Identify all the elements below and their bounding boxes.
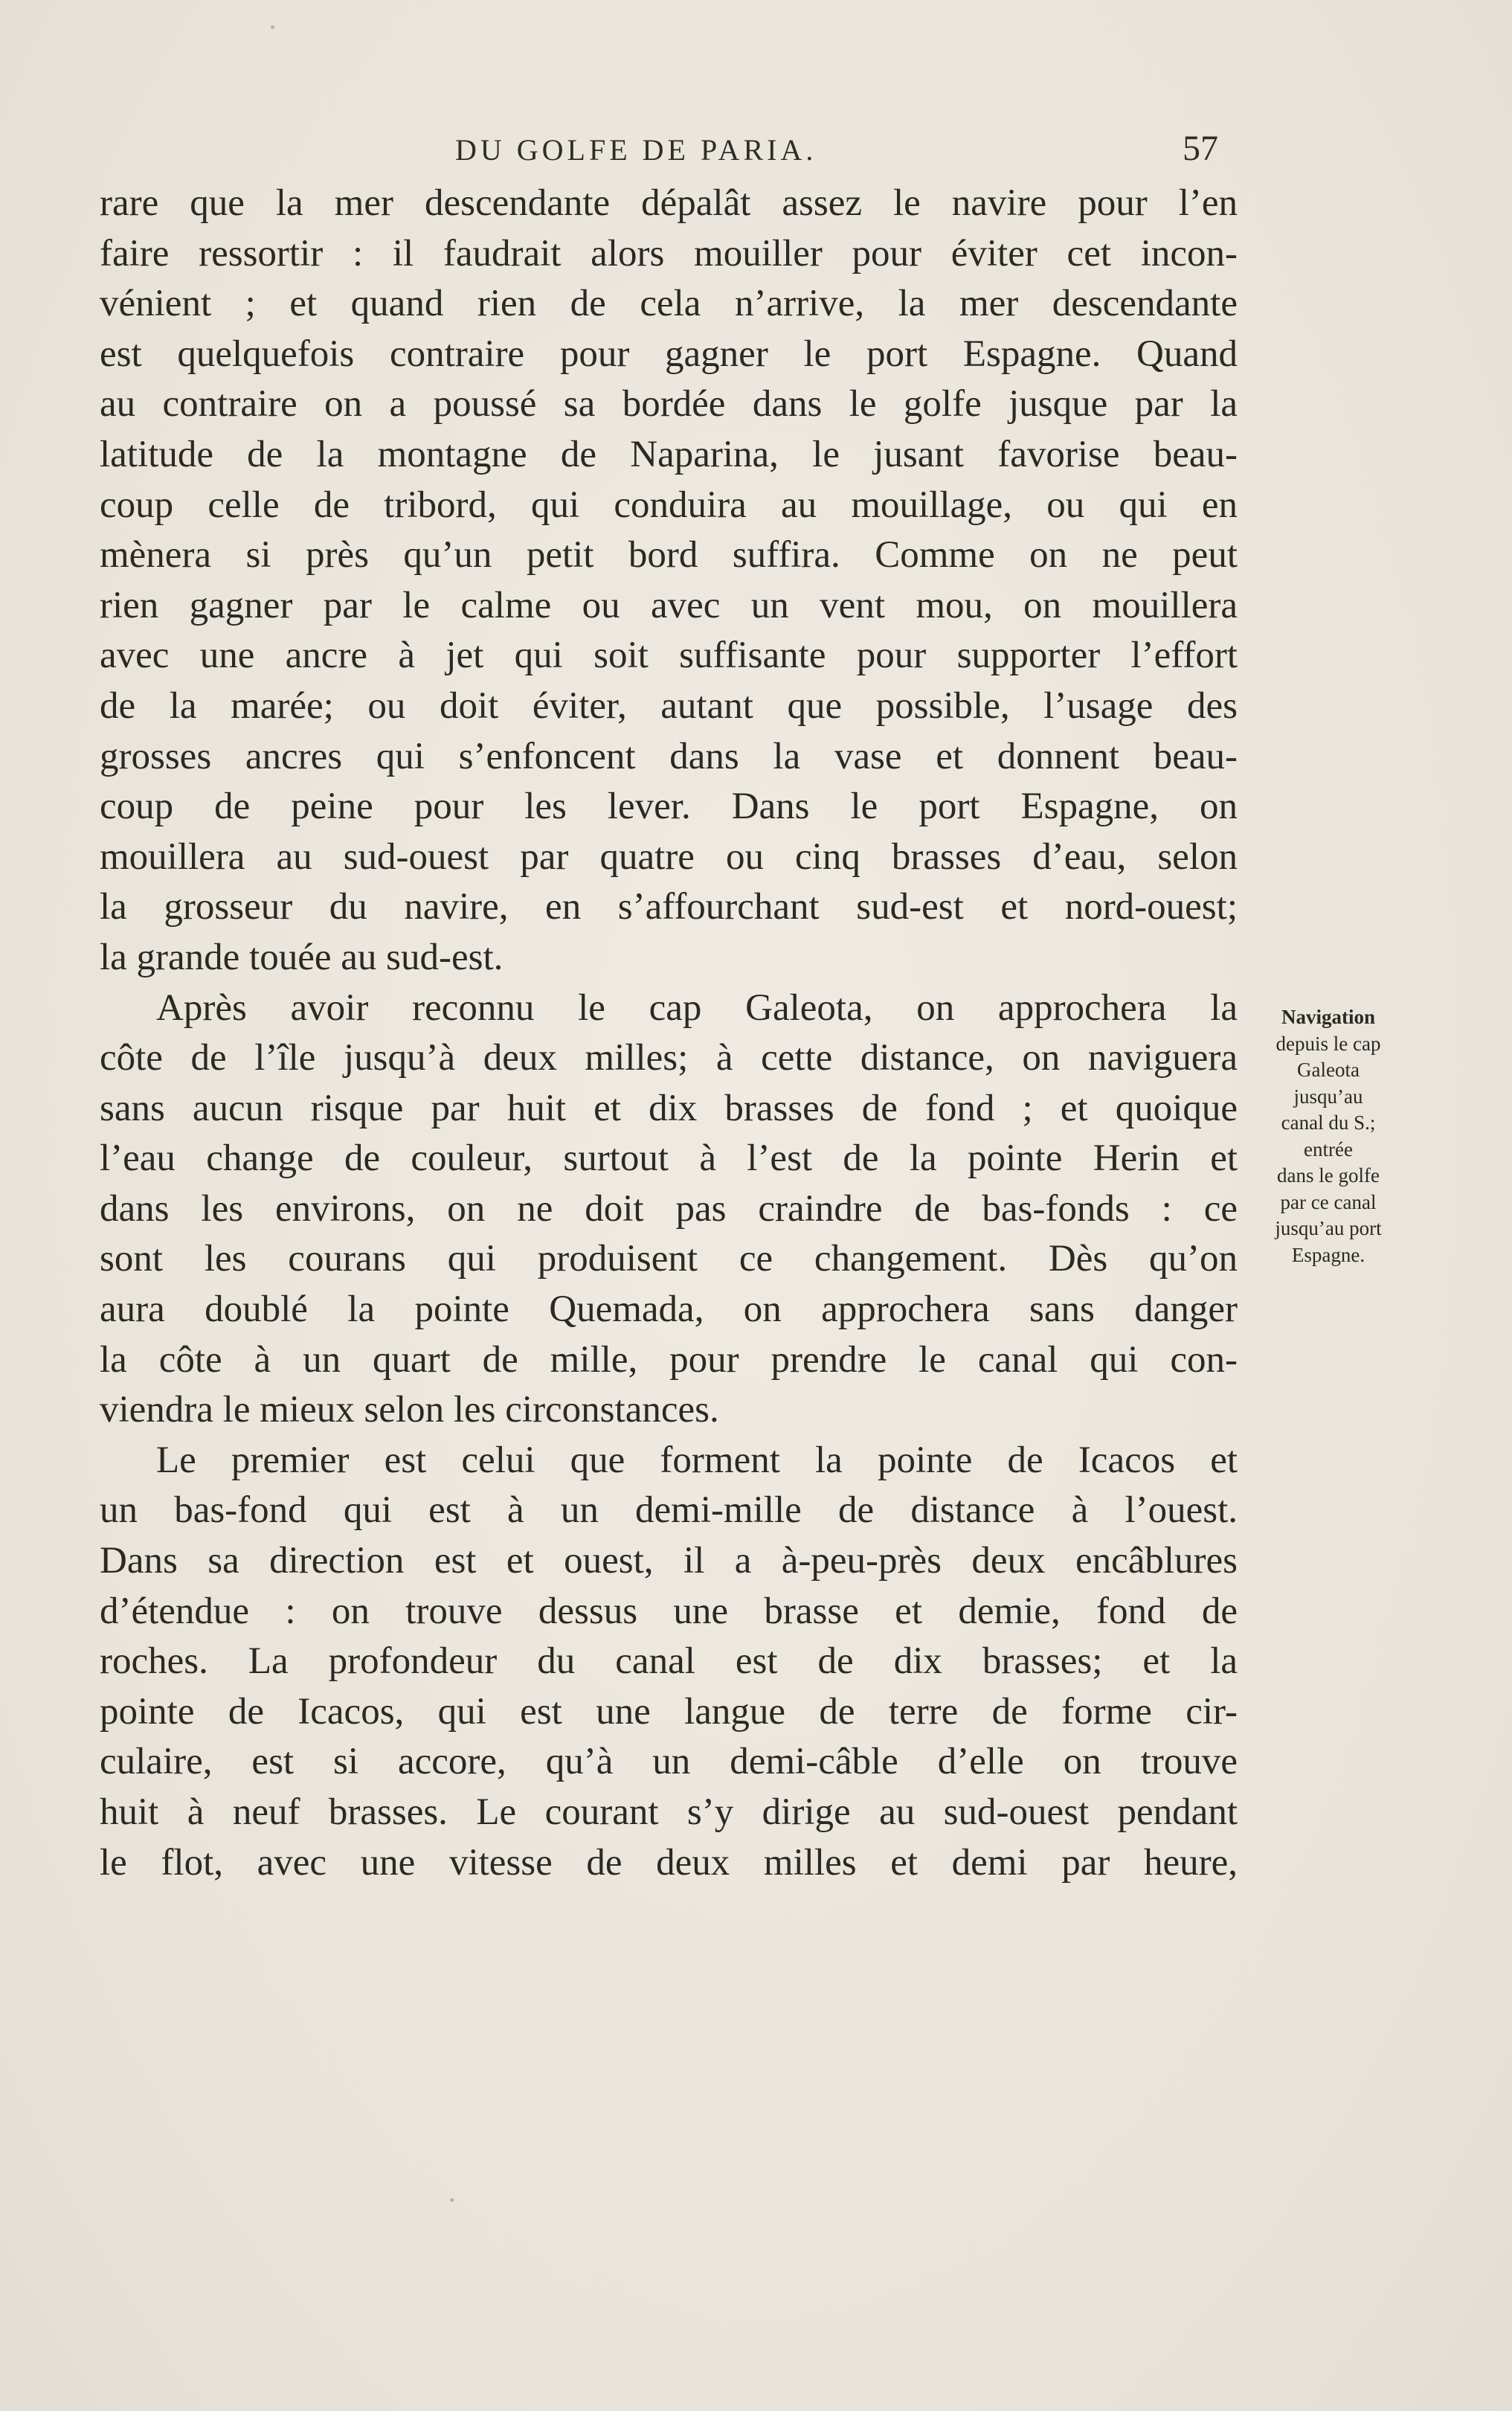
marginal-note-line: par ce canal (1280, 1190, 1377, 1213)
text-line: côte de l’île jusqu’à deux milles; à cette distance, on naviguera (100, 1037, 1238, 1079)
text-line: pointe de Icacos, qui est une langue de terre de forme cir- (100, 1690, 1238, 1733)
text-line: culaire, est si accore, qu’à un demi-câble d’elle on trouve (100, 1741, 1238, 1783)
text-line: mouillera au sud-ouest par quatre ou cinq brasses d’eau, selon (100, 835, 1238, 878)
text-line: faire ressortir : il faudrait alors mouiller pour éviter cet incon- (100, 232, 1238, 275)
text-line: la grosseur du navire, en s’affourchant sud-est et nord-ouest; (100, 886, 1238, 928)
text-line: grosses ancres qui s’enfoncent dans la vase et donnent beau- (100, 735, 1238, 777)
text-line: aura doublé la pointe Quemada, on approchera sans danger (100, 1288, 1238, 1331)
text-line: un bas-fond qui est à un demi-mille de distance à l’ouest. (100, 1489, 1238, 1532)
text-line: Le premier est celui que forment la pointe de Icacos et (156, 1439, 1238, 1481)
marginal-note-line: depuis le cap (1275, 1032, 1381, 1055)
text-line: roches. La profondeur du canal est de dix brasses; et la (100, 1640, 1238, 1683)
marginal-note-line: Galeota (1297, 1059, 1360, 1081)
text-line: rien gagner par le calme ou avec un vent mou, on mouillera (100, 584, 1238, 626)
text-line: coup de peine pour les lever. Dans le port Espagne, on (100, 786, 1238, 828)
running-title: DU GOLFE DE PARIA. (455, 133, 817, 167)
text-line: sans aucun risque par huit et dix brasses de fond ; et quoique (100, 1087, 1238, 1129)
marginal-note-line: Espagne. (1291, 1243, 1365, 1266)
paper-speck (450, 2198, 454, 2202)
text-line: Après avoir reconnu le cap Galeota, on approchera la (156, 986, 1238, 1029)
text-line: rare que la mer descendante dépalât assez le navire pour l’en (100, 182, 1238, 224)
text-line: est quelquefois contraire pour gagner le port Espagne. Quand (100, 333, 1238, 375)
marginal-note-line: Navigation (1281, 1006, 1375, 1028)
text-line: mènera si près qu’un petit bord suffira. Comme on ne peut (100, 534, 1238, 577)
text-line: coup celle de tribord, qui conduira au mouillage, ou qui en (100, 484, 1238, 526)
text-line: le flot, avec une vitesse de deux milles et demi par heure, (100, 1841, 1238, 1884)
text-line: huit à neuf brasses. Le courant s’y dirige au sud-ouest pendant (100, 1791, 1238, 1833)
page-number: 57 (1183, 129, 1218, 168)
body-text (100, 179, 1238, 1888)
marginal-note-line: jusqu’au port (1275, 1217, 1382, 1239)
marginal-note-line: entrée (1304, 1137, 1353, 1160)
text-line: l’eau change de couleur, surtout à l’est de la pointe Herin et (100, 1137, 1238, 1180)
text-line: dans les environs, on ne doit pas craindre de bas-fonds : ce (100, 1187, 1238, 1230)
marginal-note-line: canal du S.; (1281, 1111, 1376, 1134)
marginal-note (1249, 1004, 1407, 1268)
marginal-note-line: dans le golfe (1277, 1164, 1380, 1187)
text-line: vénient ; et quand rien de cela n’arrive, la mer descendante (100, 283, 1238, 325)
text-line: d’étendue : on trouve dessus une brasse et demie, fond de (100, 1590, 1238, 1632)
text-line: latitude de la montagne de Naparina, le jusant favorise beau- (100, 433, 1238, 475)
text-line: la côte à un quart de mille, pour prendre le canal qui con- (100, 1338, 1238, 1381)
text-line: au contraire on a poussé sa bordée dans le golfe jusque par la (100, 383, 1238, 426)
text-line: sont les courans qui produisent ce changement. Dès qu’on (100, 1238, 1238, 1280)
text-line: Dans sa direction est et ouest, il a à-peu-près deux encâblures (100, 1540, 1238, 1582)
marginal-note-line: jusqu’au (1293, 1085, 1363, 1108)
paper-speck (271, 25, 274, 29)
text-line: viendra le mieux selon les circonstances. (100, 1389, 719, 1431)
text-line: la grande touée au sud-est. (100, 936, 504, 978)
text-line: avec une ancre à jet qui soit suffisante pour supporter l’effort (100, 635, 1238, 677)
text-line: de la marée; ou doit éviter, autant que possible, l’usage des (100, 684, 1238, 727)
